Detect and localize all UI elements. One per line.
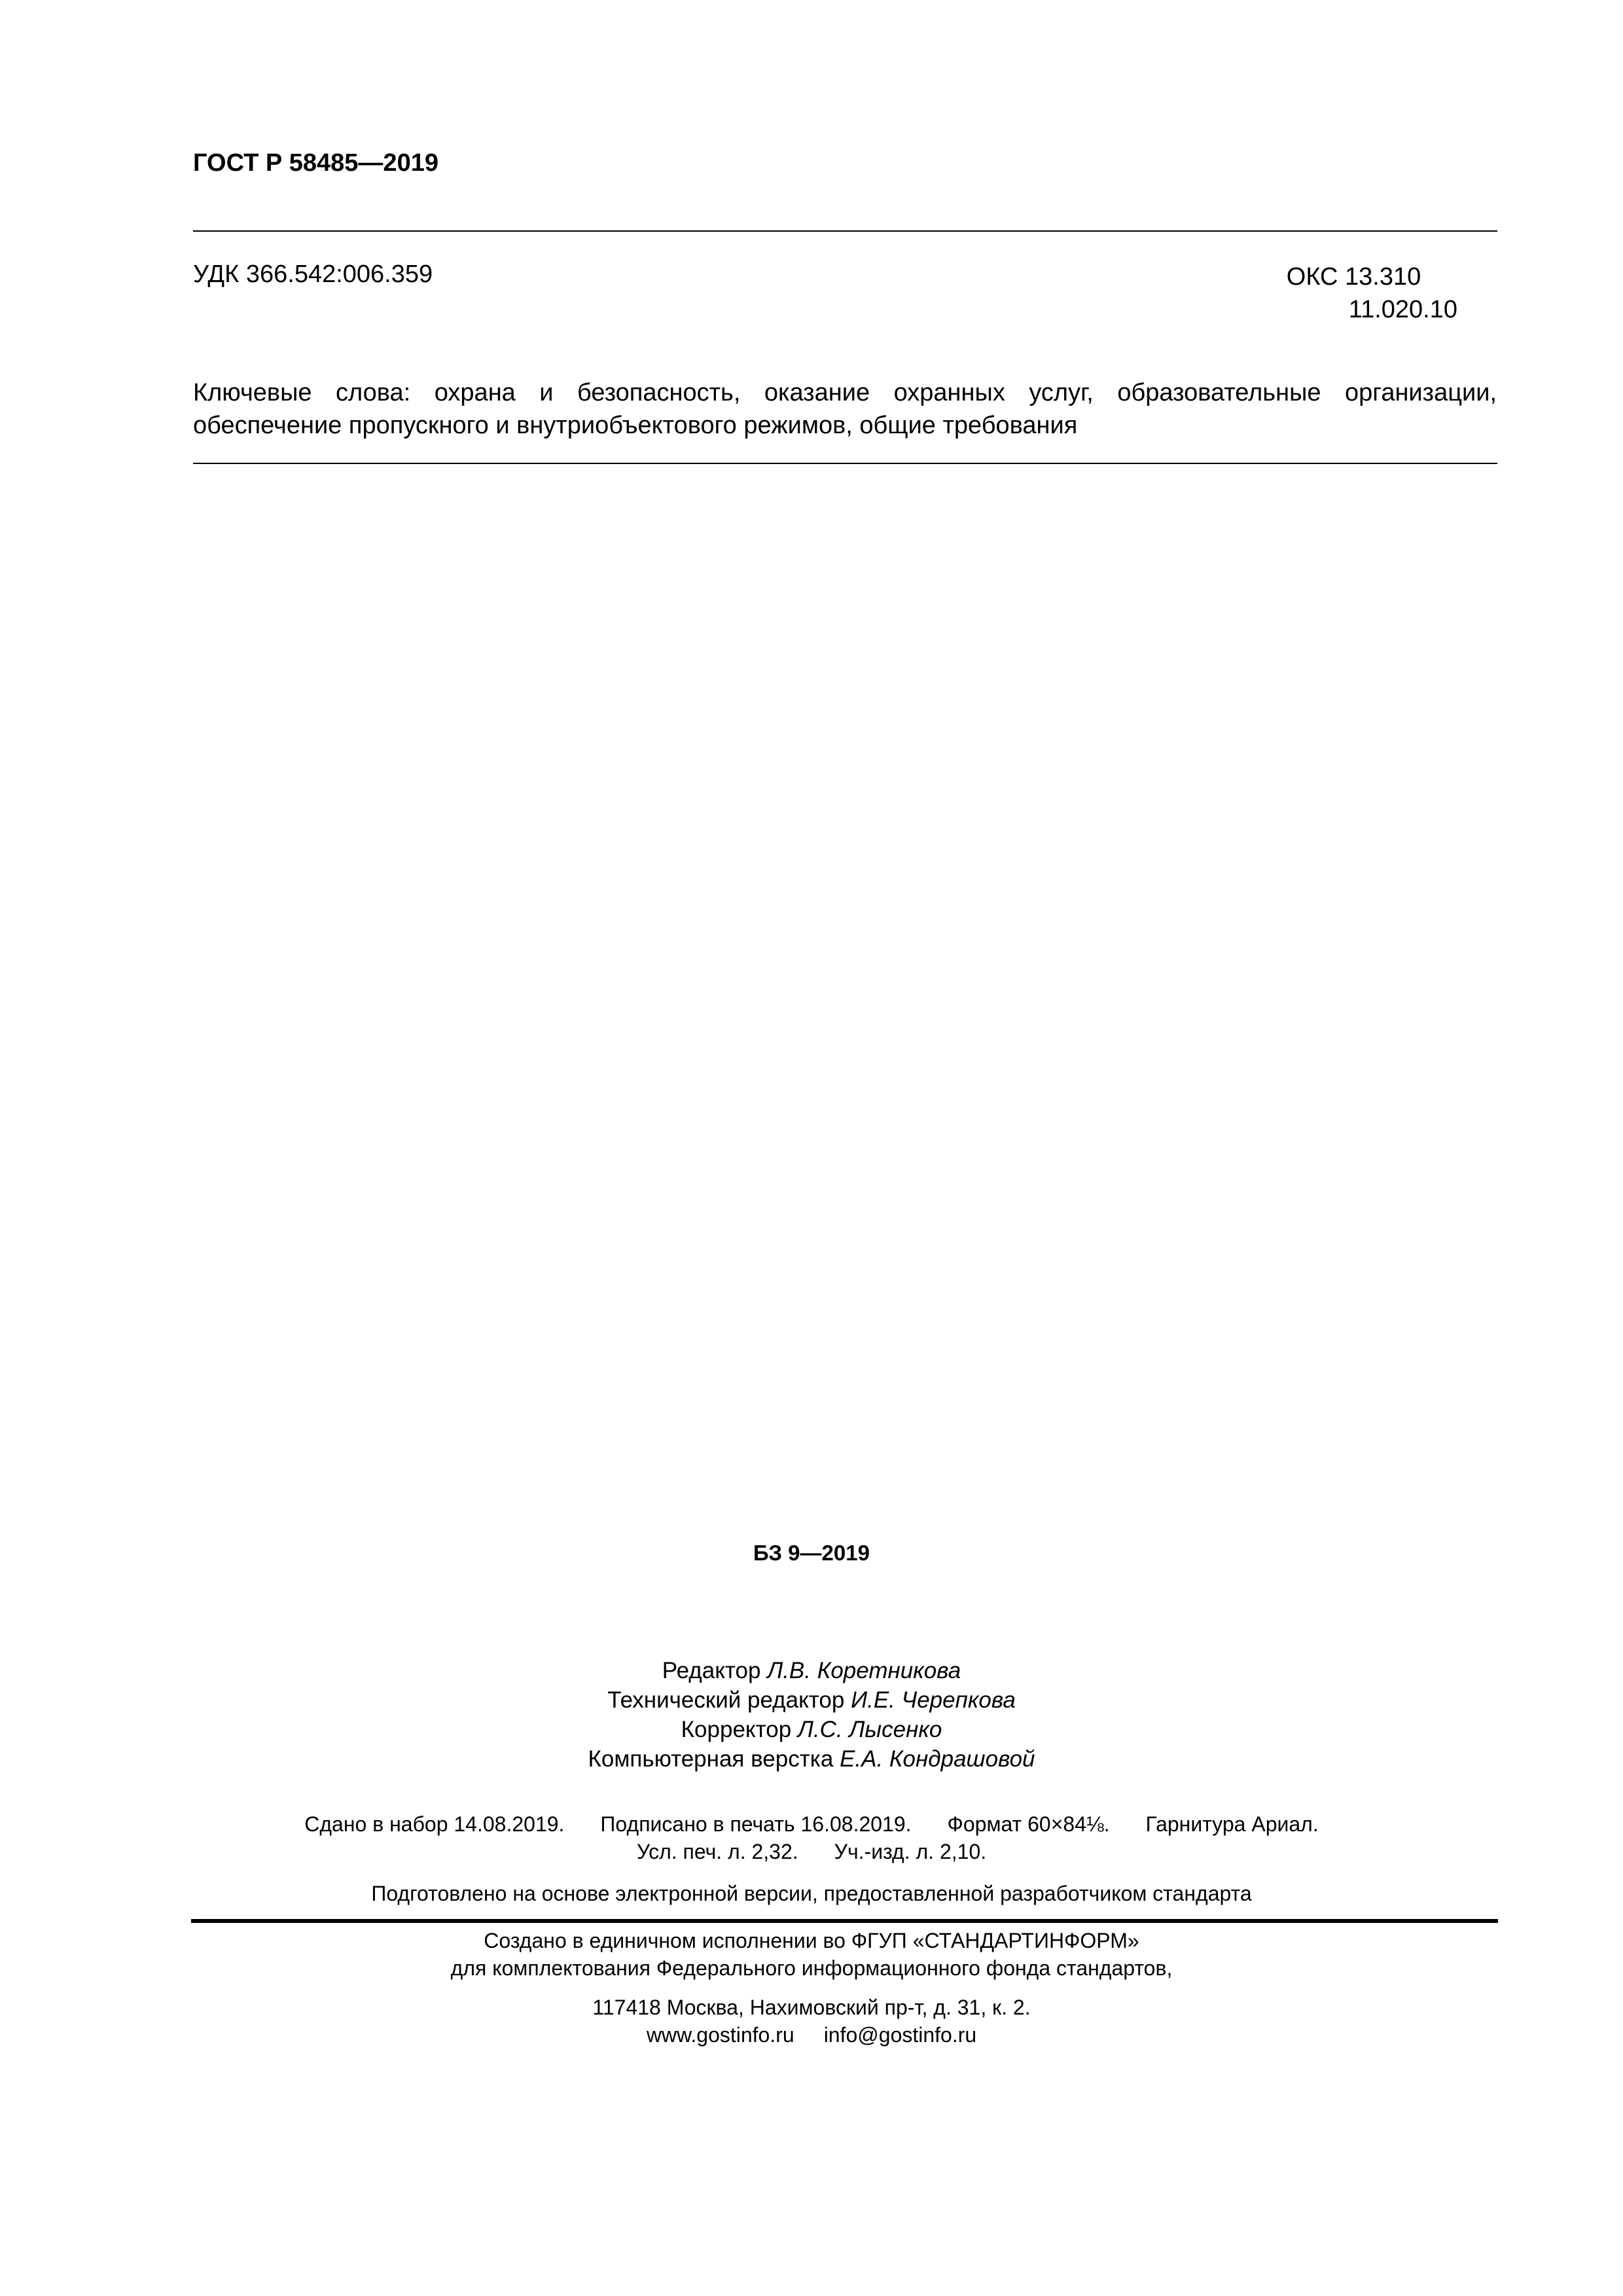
footer-line2: для комплектования Федерального информационного фонда стандартов, (450, 1956, 1173, 1980)
staff-person: Е.А. Кондрашовой (840, 1746, 1035, 1772)
staff-role: Компьютерная верстка (588, 1746, 834, 1772)
oks-codes (1287, 260, 1457, 326)
staff-layout (0, 1744, 1623, 1774)
typeface: Гарнитура Ариал. (1145, 1812, 1319, 1836)
footer-line1: Создано в единичном исполнении во ФГУП «СТАНДАРТИНФОРМ» (484, 1929, 1139, 1952)
submitted-date: Сдано в набор 14.08.2019. (304, 1812, 565, 1836)
staff-person: Л.В. Коретникова (767, 1658, 961, 1683)
oks-code-line2: 11.020.10 (1348, 296, 1457, 323)
keywords-divider (193, 463, 1497, 464)
contacts (0, 2021, 1623, 2049)
publisher-address: 117418 Москва, Нахимовский пр-т, д. 31, к. 2. (592, 1996, 1031, 2019)
print-info-line2 (0, 1838, 1623, 1865)
printed-sheets: Усл. печ. л. 2,32. (636, 1840, 798, 1863)
print-info (0, 1810, 1623, 1865)
edition-sheets: Уч.-изд. л. 2,10. (834, 1840, 987, 1863)
staff-person: И.Е. Черепкова (851, 1687, 1016, 1713)
publisher-footer (0, 1927, 1623, 2049)
email-link[interactable]: info@gostinfo.ru (823, 2023, 977, 2047)
staff-corrector (0, 1715, 1623, 1744)
keywords-paragraph: Ключевые слова: охрана и безопасность, оказание охранных услуг, образовательные организации, обеспечение пропускного и внутриобъектового режимов, общие требования (193, 379, 1497, 439)
oks-code-line1: ОКС 13.310 (1286, 263, 1421, 291)
staff-role: Редактор (662, 1658, 761, 1683)
staff-role: Корректор (681, 1717, 792, 1742)
bz-number: БЗ 9—2019 (753, 1541, 870, 1565)
editorial-staff (0, 1656, 1623, 1774)
prepared-note: Подготовлено на основе электронной версии, предоставленной разработчиком стандарта (371, 1882, 1252, 1905)
document-code: ГОСТ Р 58485—2019 (193, 149, 438, 177)
footer-divider (191, 1919, 1498, 1923)
udc-code: УДК 366.542:006.359 (193, 260, 433, 288)
staff-role: Технический редактор (607, 1687, 845, 1713)
top-divider (193, 230, 1497, 232)
website-link[interactable]: www.gostinfo.ru (646, 2023, 794, 2047)
staff-person: Л.С. Лысенко (797, 1717, 942, 1742)
staff-editor (0, 1656, 1623, 1685)
signed-date: Подписано в печать 16.08.2019. (600, 1812, 912, 1836)
paper-format: Формат 60×84⅛. (947, 1812, 1110, 1836)
print-info-line1 (0, 1810, 1623, 1838)
staff-tech-editor (0, 1685, 1623, 1715)
